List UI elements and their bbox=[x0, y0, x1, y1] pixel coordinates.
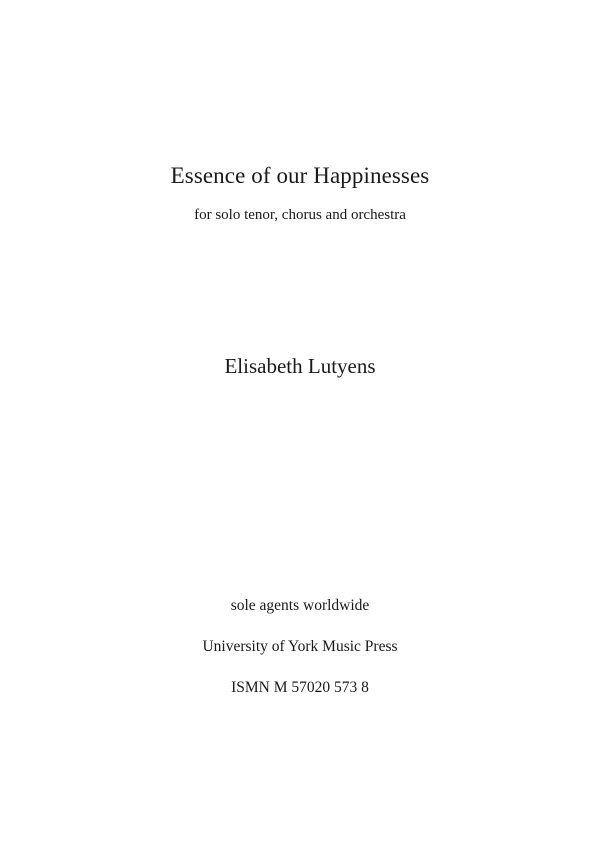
agents-line: sole agents worldwide bbox=[230, 597, 370, 614]
composer-name: Elisabeth Lutyens bbox=[224, 354, 376, 378]
publisher-name: University of York Music Press bbox=[202, 638, 398, 655]
work-title: Essence of our Happinesses bbox=[170, 163, 430, 188]
work-subtitle: for solo tenor, chorus and orchestra bbox=[194, 207, 406, 223]
ismn-number: ISMN M 57020 573 8 bbox=[231, 679, 369, 696]
